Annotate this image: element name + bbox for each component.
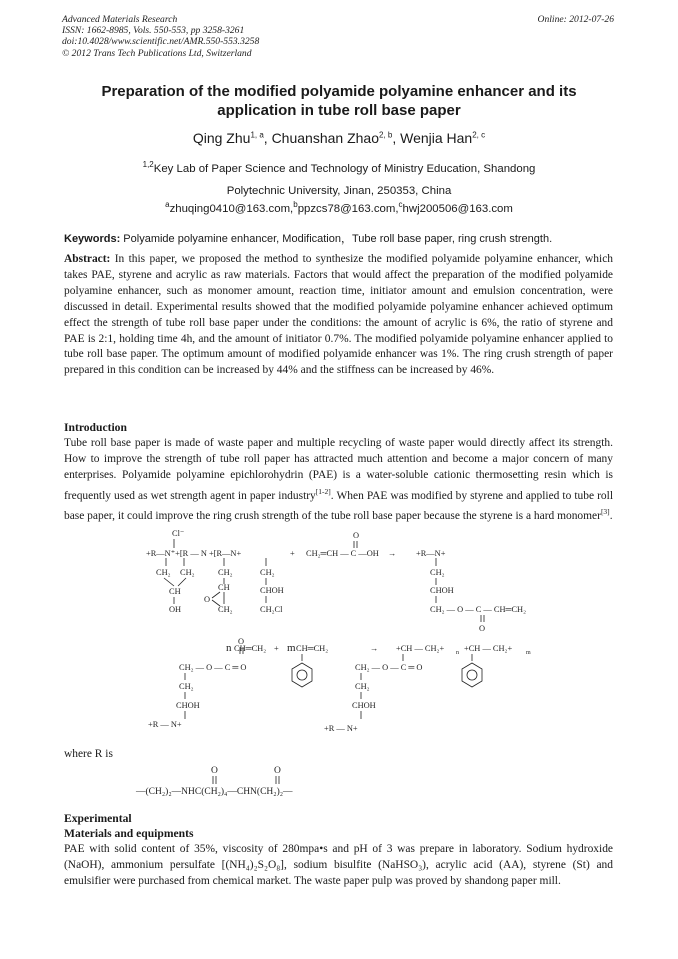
copolymer-ch2: CH₂ — [355, 682, 370, 691]
materials-subheading: Materials and equipments — [64, 827, 194, 840]
product-ester: CH₂ — O — C — CH═CH₂ — [430, 605, 526, 614]
email-address[interactable]: ppzcs78@163.com, — [297, 202, 399, 215]
copolymer-unit-2: +CH — CH₂+ — [464, 644, 513, 653]
plus-sign: + — [290, 549, 295, 558]
amide-oxygen: O — [211, 766, 218, 776]
journal-name: Advanced Materials Research — [62, 14, 178, 25]
ring-ch2: CH₂ — [156, 568, 171, 577]
chain-backbone: +R — N+ — [148, 720, 182, 729]
intro-text-part: . When PAE was modified by styrene and applied to tube roll base paper, it could improve the ring crush strength of the tube roll base paper because the styrene is a hard monomer — [64, 489, 613, 523]
introduction-heading: Introduction — [64, 421, 127, 434]
intro-text-part: Tube roll base paper is made of waste paper and multiple recycling of waste paper would directly affect its strength. How to improve the strength of tube roll paper has attracted much attention and become a major concern of many enterprises. Polyamide polyamine epichlorohydrin (PAE) is a water-soluble cationic thermosetting resin which is frequently used as wet strength agent in paper industry — [64, 437, 613, 502]
ester-oxygen: O — [479, 624, 486, 633]
benzene-ring — [462, 663, 482, 687]
amide-oxygen: O — [274, 766, 281, 776]
author-affil-marker: 2, c — [472, 130, 486, 140]
bond-line — [164, 578, 174, 586]
copolymer-unit-1: +CH — CH₂+ — [396, 644, 445, 653]
email-list — [60, 200, 618, 215]
author-affil-marker: 2, b — [378, 130, 393, 140]
title-line-1: Preparation of the modified polyamide polyamine enhancer and its — [101, 83, 577, 100]
copolymer-backbone: +R — N+ — [324, 724, 358, 733]
bond-line — [212, 592, 220, 598]
affil-marker: 1,2 — [142, 160, 154, 169]
author-name: Chuanshan Zhao — [271, 130, 379, 146]
intro-text-part: . — [609, 510, 613, 523]
product-choh: CHOH — [430, 586, 454, 595]
author-affil-marker: 1, a — [250, 130, 264, 140]
bond-line — [178, 578, 186, 586]
abstract-label: Abstract: — [64, 253, 111, 265]
online-date: Online: 2012-07-26 — [537, 14, 614, 25]
pae-backbone: +R—N⁺+[R — N +[R—N+ — [146, 549, 242, 558]
introduction-text — [64, 436, 613, 525]
side-ch2: CH₂ — [260, 568, 275, 577]
keywords-label: Keywords: — [64, 233, 121, 245]
doi-line: doi:10.4028/www.scientific.net/AMR.550-553.3258 — [62, 36, 260, 48]
chain-ch2: CH₂ — [179, 682, 194, 691]
reaction-scheme — [134, 528, 574, 743]
chloride-ion: Cl⁻ — [172, 529, 185, 538]
journal-header — [62, 14, 259, 59]
affiliation — [60, 154, 618, 202]
epoxide-oxygen: O — [204, 595, 211, 604]
acrylate-monomer: CH═CH₂ — [234, 644, 267, 653]
email-address[interactable]: zhuqing0410@163.com, — [169, 202, 294, 215]
author-separator: , — [392, 130, 401, 146]
materials-text: PAE with solid content of 35%, viscosity of 280mpa•s and pH of 3 was prepare in laboratory. Sodium hydroxide (NaOH), ammonium persulfate [(NH₄)₂S₂O₈], sodium bisulfite (NaHSO₃), acrylic acid (AA), styrene (St) and emulsifier were purchased from chemical market. The waste paper pulp was proved by shandong paper mill. — [64, 843, 613, 887]
copolymer-n: n — [456, 650, 459, 656]
epoxide-ch2: CH₂ — [218, 568, 233, 577]
product-ch2: CH₂ — [430, 568, 445, 577]
carbonyl-oxygen: O — [353, 531, 360, 540]
chain-choh: CHOH — [176, 701, 200, 710]
copolymer-m: m — [526, 650, 531, 656]
ring-ch2: CH₂ — [180, 568, 195, 577]
paper-title — [60, 82, 618, 120]
affil-line-1: Key Lab of Paper Science and Technology of Ministry Education, Shandong — [153, 162, 536, 175]
email-marker: b — [293, 200, 298, 209]
ring-ch: CH — [169, 587, 181, 596]
r-group-chain: —(CH₂)₂—NHC(CH₂)₄—CHN(CH₂)₂— — [136, 787, 293, 797]
benzene-ring — [467, 670, 477, 680]
author-list — [60, 130, 618, 146]
keywords-text: Polyamide polyamine enhancer, Modification，Tube roll base paper, ring crush strength. — [120, 233, 553, 245]
copolymer-ester: CH₂ — O — C ═ O — [355, 663, 423, 672]
acrylic-acid: CH₂═CH — C —OH — [306, 549, 379, 558]
experimental-heading: Experimental — [64, 812, 132, 825]
hydroxyl: OH — [169, 605, 182, 614]
title-line-2: application in tube roll base paper — [217, 102, 461, 119]
side-choh: CHOH — [260, 586, 284, 595]
citation[interactable]: [3] — [600, 507, 610, 517]
issn-line: ISSN: 1662-8985, Vols. 550-553, pp 3258-3261 — [62, 25, 245, 37]
styrene-monomer: CH═CH₂ — [296, 644, 329, 653]
email-address[interactable]: hwj200506@163.com — [402, 202, 513, 215]
acrylate-oxygen: O — [238, 637, 245, 646]
author-separator: , — [263, 130, 272, 146]
epoxide-ch: CH — [218, 583, 230, 592]
r-group-formula — [134, 764, 364, 800]
abstract — [64, 252, 613, 379]
copyright-line: © 2012 Trans Tech Publications Ltd, Switzerland — [62, 47, 252, 59]
reaction-arrow: → — [370, 644, 379, 653]
n-coefficient: n — [226, 642, 232, 654]
epoxide-ch2: CH₂ — [218, 605, 233, 614]
abstract-text: In this paper, we proposed the method to synthesize the modified polyamide polyamine enhancer, which takes PAE, styrene and acrylic as raw materials. Factors that would affect the preparation of the modified polyamide polyamine enhancer, such as monomer amount, reaction time, initiator amount and emulsion concentration, were discussed in detail. Experimental results showed that the modified polyamide polyamine enhancer achieved optimum effect the strength of tube roll base paper under the conditions: the amount of acrylic is 6%, the ratio of styrene and PAE is 2:1, holding time 4h, and the amount of initiator 0.7%. The modified polyamide polyamine enhancer applied to tube roll base paper. The optimum amount of modified polyamide enhancer was 1%. The ring crush strength of paper prepared in this condition can be increased by 44% and the stiffness can be increased by 46%. — [64, 253, 613, 377]
author-name: Wenjia Han — [400, 130, 473, 146]
acrylate-ester: CH₂ — O — C ═ O — [179, 663, 247, 672]
copolymer-choh: CHOH — [352, 701, 376, 710]
product-backbone: +R—N+ — [416, 549, 446, 558]
keywords — [64, 230, 624, 246]
where-clause: where R is — [64, 748, 113, 760]
benzene-ring — [297, 670, 307, 680]
reaction-arrow: → — [388, 549, 397, 558]
affil-line-2: Polytechnic University, Jinan, 250353, China — [226, 184, 452, 197]
citation[interactable]: [1-2] — [315, 486, 331, 496]
benzene-ring — [292, 663, 312, 687]
email-marker: c — [398, 200, 403, 209]
email-marker: a — [165, 200, 170, 209]
author-name: Qing Zhu — [192, 130, 251, 146]
plus-sign: + — [274, 644, 279, 653]
m-coefficient: m — [287, 642, 296, 654]
side-ch2cl: CH₂Cl — [260, 605, 283, 614]
